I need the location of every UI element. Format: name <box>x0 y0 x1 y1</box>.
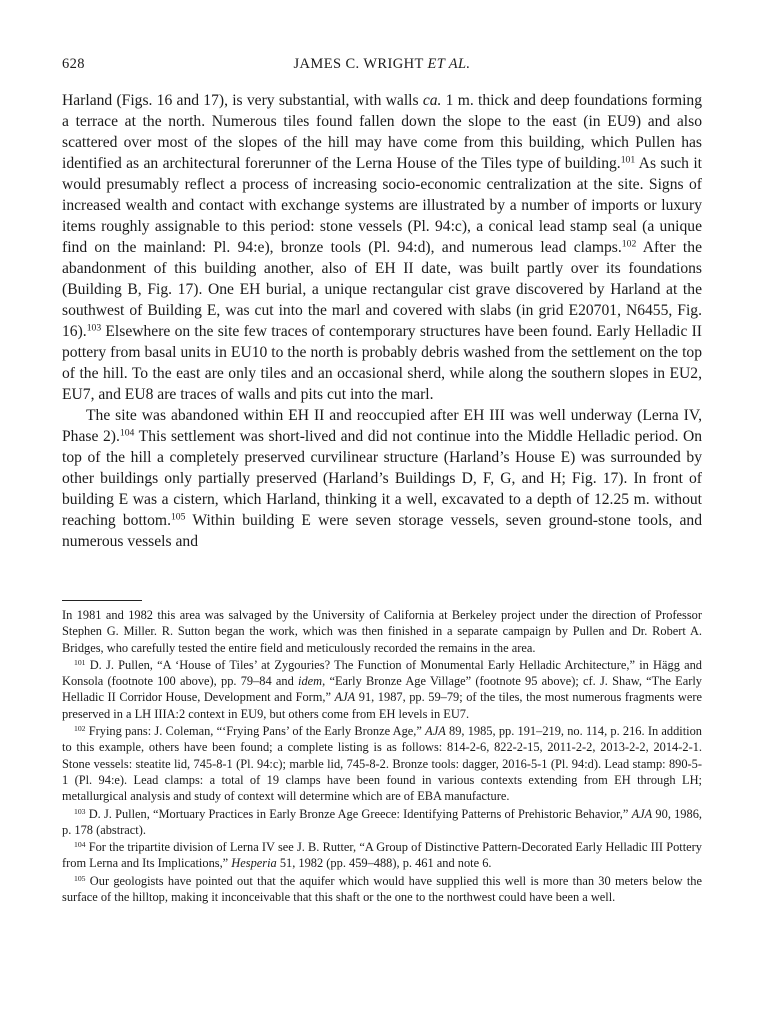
footnote-ref-102[interactable]: 102 <box>621 238 637 250</box>
italic-abbrev: ca. <box>422 92 442 109</box>
running-head-etal: ET AL. <box>427 56 471 72</box>
text-run: 1 m. thick and deep foundations forming a terrace at the north. Numerous tiles found fallen down the slope to the east (in EU9) and also scattered over most of the slopes of the hill may have come from this building, which Pullen has identified as an architectural forerunner of the Lerna House of the Tiles type of building. <box>62 92 702 172</box>
page-header <box>62 56 702 76</box>
italic-term: idem <box>298 674 323 689</box>
footnote-number: 103 <box>74 806 86 816</box>
footnote-ref-103[interactable]: 103 <box>86 322 102 334</box>
journal-title: AJA <box>425 724 446 739</box>
footnote-105 <box>62 873 702 906</box>
text-run: This settlement was short-lived and did not continue into the Middle Helladic period. On top of the hill a completely preserved curvilinear structure (Harland’s House E) was surrounded by other buildings only partially preserved (Harland’s Buildings D, F, G, and H; Fig. 17). In front of building E was a cistern, which Harland, thinking it a well, excavated to a depth of 12.25 m. without reaching bottom. <box>62 428 703 529</box>
footnote-number: 102 <box>74 723 86 733</box>
main-text <box>62 90 702 552</box>
footnote-number: 101 <box>74 657 86 667</box>
text-run: Elsewhere on the site few traces of contemporary structures have been found. Early Helladic II pottery from basal units in EU10 to the north is probably debris washed from the settlement on the top of the hill. To the east are only tiles and an occasional sherd, while along the southern slopes in EU2, EU7, and EU8 are traces of walls and pits cut into the marl. <box>62 323 702 403</box>
running-head-author: JAMES C. WRIGHT <box>293 56 424 72</box>
paragraph-2 <box>62 405 702 552</box>
text-run: Harland (Figs. 16 and 17), is very substantial, with walls <box>62 92 423 109</box>
footnotes <box>62 607 702 906</box>
text-run: D. J. Pullen, “A ‘House of Tiles’ at Zygouries? The Function of Monumental Early Helladic Architecture,” in Hägg and Konsola (footnote 100 above), pp. 79–84 and <box>62 657 702 689</box>
running-head <box>62 56 702 73</box>
text-run: For the tripartite division of Lerna IV see J. B. Rutter, “A Group of Distinctive Pattern-Decorated Early Helladic III Pottery from Lerna and Its Implications,” <box>62 840 702 871</box>
text-run: After the abandonment of this building another, also of EH II date, was built partly over its foundations (Building B, Fig. 17). One EH burial, a unique rectangular cist grave discovered by Harland at the southwest of Building E, was cut into the marl and covered with slabs (in grid E20701, N6455, Fig. 16). <box>62 239 702 340</box>
page-number: 628 <box>62 56 85 72</box>
text-run: D. J. Pullen, “Mortuary Practices in Early Bronze Age Greece: Identifying Patterns of Prehistoric Behavior,” <box>85 806 632 821</box>
journal-title: AJA <box>334 690 356 705</box>
text-run: 51, 1982 (pp. 459–488), p. 461 and note 6. <box>276 856 492 871</box>
footnote-number: 105 <box>74 873 86 883</box>
footnote-number: 104 <box>74 839 86 849</box>
text-run: , “Early Bronze Age Village” (footnote 95 above); cf. J. Shaw, “The Early Helladic II Corridor House, Development and Form,” <box>62 674 702 705</box>
text-run: The site was abandoned within EH II and reoccupied after EH III was well underway (Lerna IV, Phase 2). <box>62 407 702 445</box>
paragraph-1 <box>62 90 702 405</box>
text-run: 90, 1986, p. 178 (abstract). <box>62 806 702 837</box>
text-run: Within building E were seven storage vessels, seven ground-stone tools, and numerous vessels and <box>62 512 702 550</box>
footnote-104 <box>62 839 702 872</box>
text-run: 91, 1987, pp. 59–79; of the tiles, the most numerous fragments were preserved in a LH IIIA:2 context in EU9, but others come from EH levels in EU7. <box>62 690 702 721</box>
text-run: As such it would presumably reflect a process of increasing socio-economic centralization at the site. Signs of increased wealth and contact with exchange systems are illustrated by a number of imports or luxury items roughly assignable to this period: stone vessels (Pl. 94:c), a conical lead stamp seal (a unique find on the mainland: Pl. 94:e), bronze tools (Pl. 94:d), and numerous lead clamps. <box>62 155 702 256</box>
text-run: 89, 1985, pp. 191–219, no. 114, p. 216. In addition to this example, others have been found; a complete listing is as follows: 814-2-6, 822-2-15, 2011-2-2, 2013-2-2, 2014-2-1. Stone vessels: steatite lid, 745-8-1 (Pl. 94:c); marble lid, 745-8-2. Bronze tools: dagger, 2016-5-1 (Pl. 94:d). Lead stamp: 890-5-1 (Pl. 94:e). Lead clamps: a total of 19 clamps have been found in various contexts extending from EH through LH; metallurgical analysis and study of context will determine which are of EBA manufacture. <box>62 724 702 804</box>
footnote-ref-104[interactable]: 104 <box>119 427 135 439</box>
journal-title: Hesperia <box>231 856 277 871</box>
text-run: Frying pans: J. Coleman, “‘Frying Pans’ of the Early Bronze Age,” <box>85 724 426 739</box>
footnote-continuation: In 1981 and 1982 this area was salvaged by the University of California at Berkeley project under the direction of Professor Stephen G. Miller. R. Sutton began the work, which was then finished in a separate campaign by Pullen and Dr. Robert A. Bridges, who carefully tested the entire field and meticulously recorded the remains in the area. <box>62 608 702 655</box>
footnote-ref-101[interactable]: 101 <box>620 154 636 166</box>
footnote-102 <box>62 723 702 804</box>
footnote-101 <box>62 657 702 722</box>
journal-title: AJA <box>631 806 653 821</box>
footnote-103 <box>62 806 702 839</box>
text-run: Our geologists have pointed out that the aquifer which would have supplied this well is more than 30 meters below the surface of the hilltop, making it inconceivable that this shaft or the one to the northwest could have been a well. <box>62 873 702 905</box>
footnote-ref-105[interactable]: 105 <box>170 511 186 523</box>
footnote-divider <box>62 600 142 601</box>
